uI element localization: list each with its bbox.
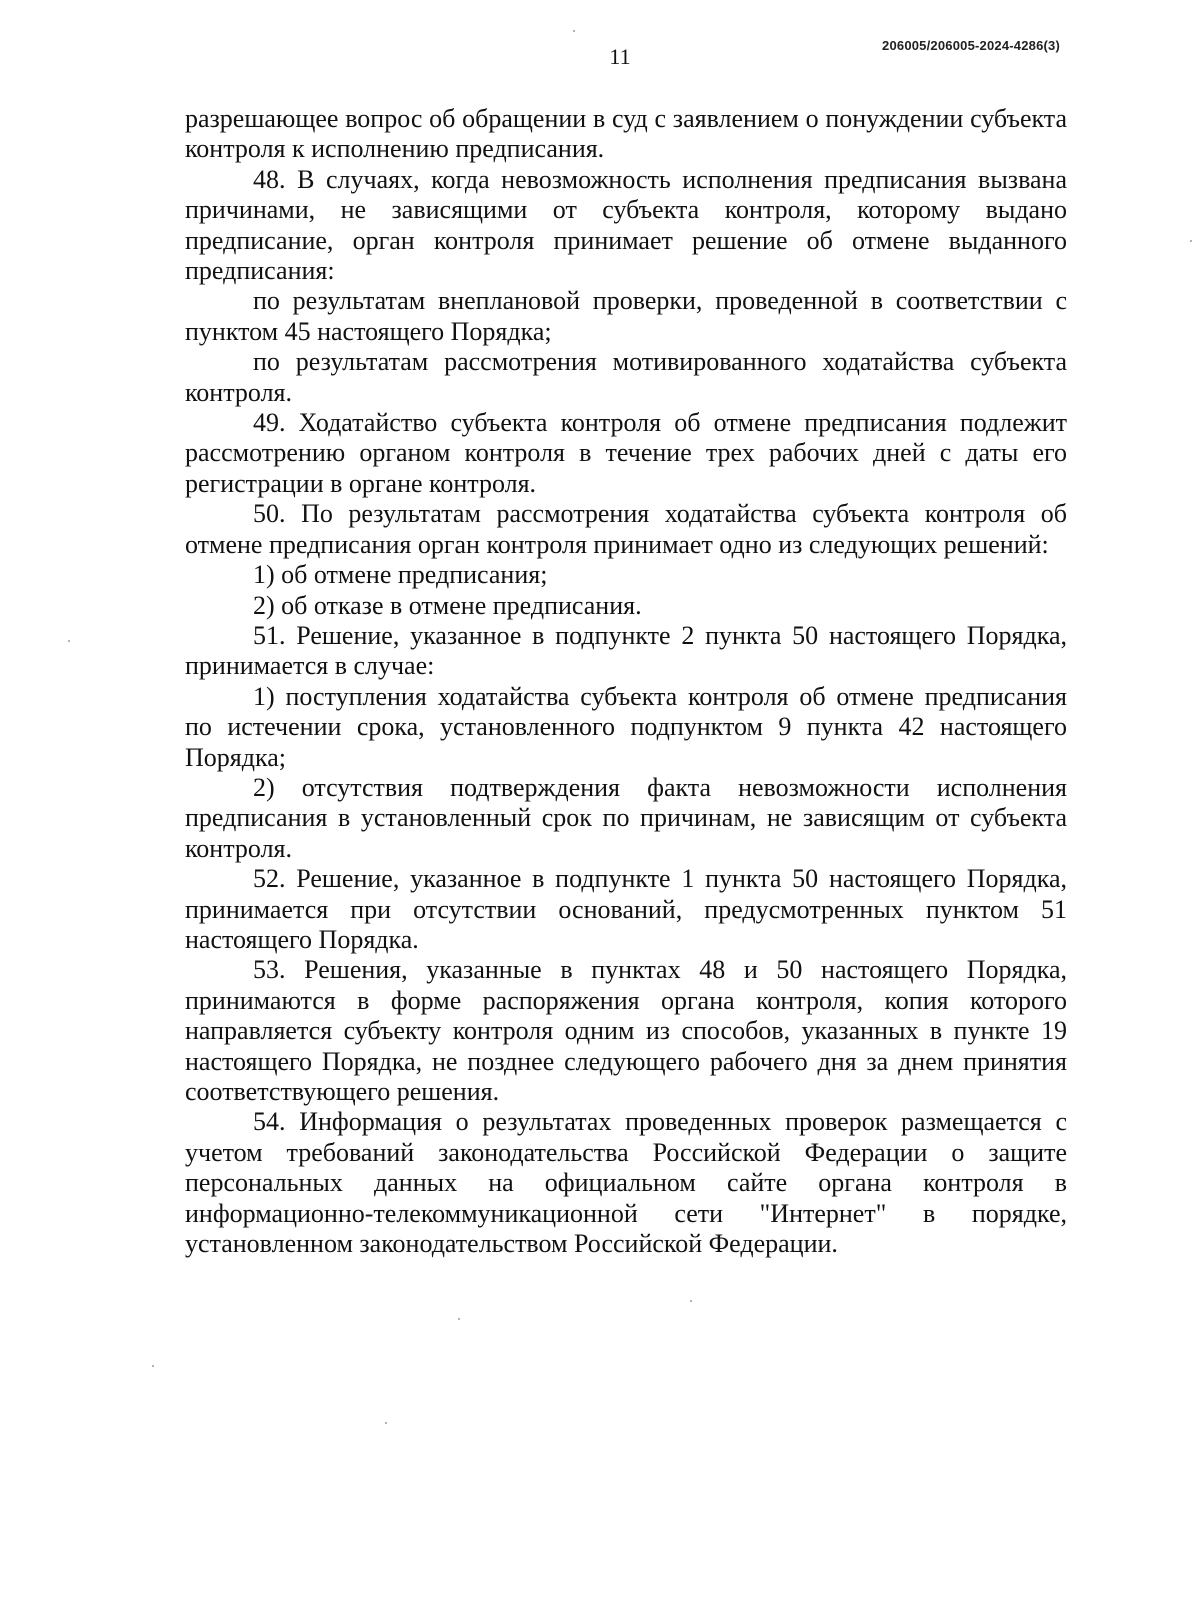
paragraph-51: 51. Решение, указанное в подпункте 2 пункта 50 настоящего Порядка, принимается в случае: xyxy=(185,620,1067,681)
paragraph-52: 52. Решение, указанное в подпункте 1 пункта 50 настоящего Порядка, принимается при отсутствии оснований, предусмотренных пунктом 51 настоящего Порядка. xyxy=(185,864,1067,954)
paragraph-53: 53. Решения, указанные в пунктах 48 и 50 настоящего Порядка, принимаются в форме распоряжения органа контроля, копия которого направляется субъекту контроля одним из способов, указанных в пункте 19 настоящего Порядка, не позднее следующего рабочего дня за днем принятия соответствующего решения. xyxy=(185,955,1067,1106)
scan-speck xyxy=(1190,240,1192,242)
scan-speck xyxy=(690,1300,692,1302)
scan-speck xyxy=(458,1318,460,1320)
paragraph-51-item-2: 2) отсутствия подтверждения факта невозможности исполнения предписания в установленный срок по причинам, не зависящим от субъекта контроля. xyxy=(185,772,1067,863)
paragraph-continuation: разрешающее вопрос об обращении в суд с заявлением о понуждении субъекта контроля к исполнению предписания. xyxy=(185,104,1067,164)
paragraph-50-item-2: 2) об отказе в отмене предписания. xyxy=(253,590,642,620)
paragraph-50: 50. По результатам рассмотрения ходатайства субъекта контроля об отмене предписания орган контроля принимает одно из следующих решений: xyxy=(185,499,1067,559)
paragraph-48: 48. В случаях, когда невозможность исполнения предписания вызвана причинами, не зависящими от субъекта контроля, которому выдано предписание, орган контроля принимает решение об отмене выданного предписания: xyxy=(185,164,1067,286)
scan-speck xyxy=(573,30,575,32)
paragraph-48-item-2: по результатам рассмотрения мотивированного ходатайства субъекта контроля. xyxy=(185,347,1067,407)
document-registration-number: 206005/206005-2024-4286(3) xyxy=(882,38,1060,53)
paragraph-54: 54. Информация о результатах проведенных проверок размещается с учетом требований законодательства Российской Федерации о защите персональных данных на официальном сайте органа контроля в информационно-телекоммуникационной сети "Интернет" в порядке, установленном законодательством Российской Федерации. xyxy=(185,1107,1067,1259)
scan-speck xyxy=(68,640,70,642)
paragraph-48-item-1: по результатам внеплановой проверки, проведенной в соответствии с пунктом 45 настоящего Порядка; xyxy=(185,286,1067,346)
paragraph-50-item-1: 1) об отмене предписания; xyxy=(253,560,548,590)
document-body xyxy=(185,104,1067,1259)
page-number: 11 xyxy=(609,44,631,69)
scan-speck xyxy=(385,1422,387,1424)
paragraph-49: 49. Ходатайство субъекта контроля об отмене предписания подлежит рассмотрению органом контроля в течение трех рабочих дней с даты его регистрации в органе контроля. xyxy=(185,408,1067,498)
paragraph-51-item-1: 1) поступления ходатайства субъекта контроля об отмене предписания по истечении срока, установленного подпунктом 9 пункта 42 настоящего Порядка; xyxy=(185,681,1067,772)
scan-speck xyxy=(152,1365,154,1367)
